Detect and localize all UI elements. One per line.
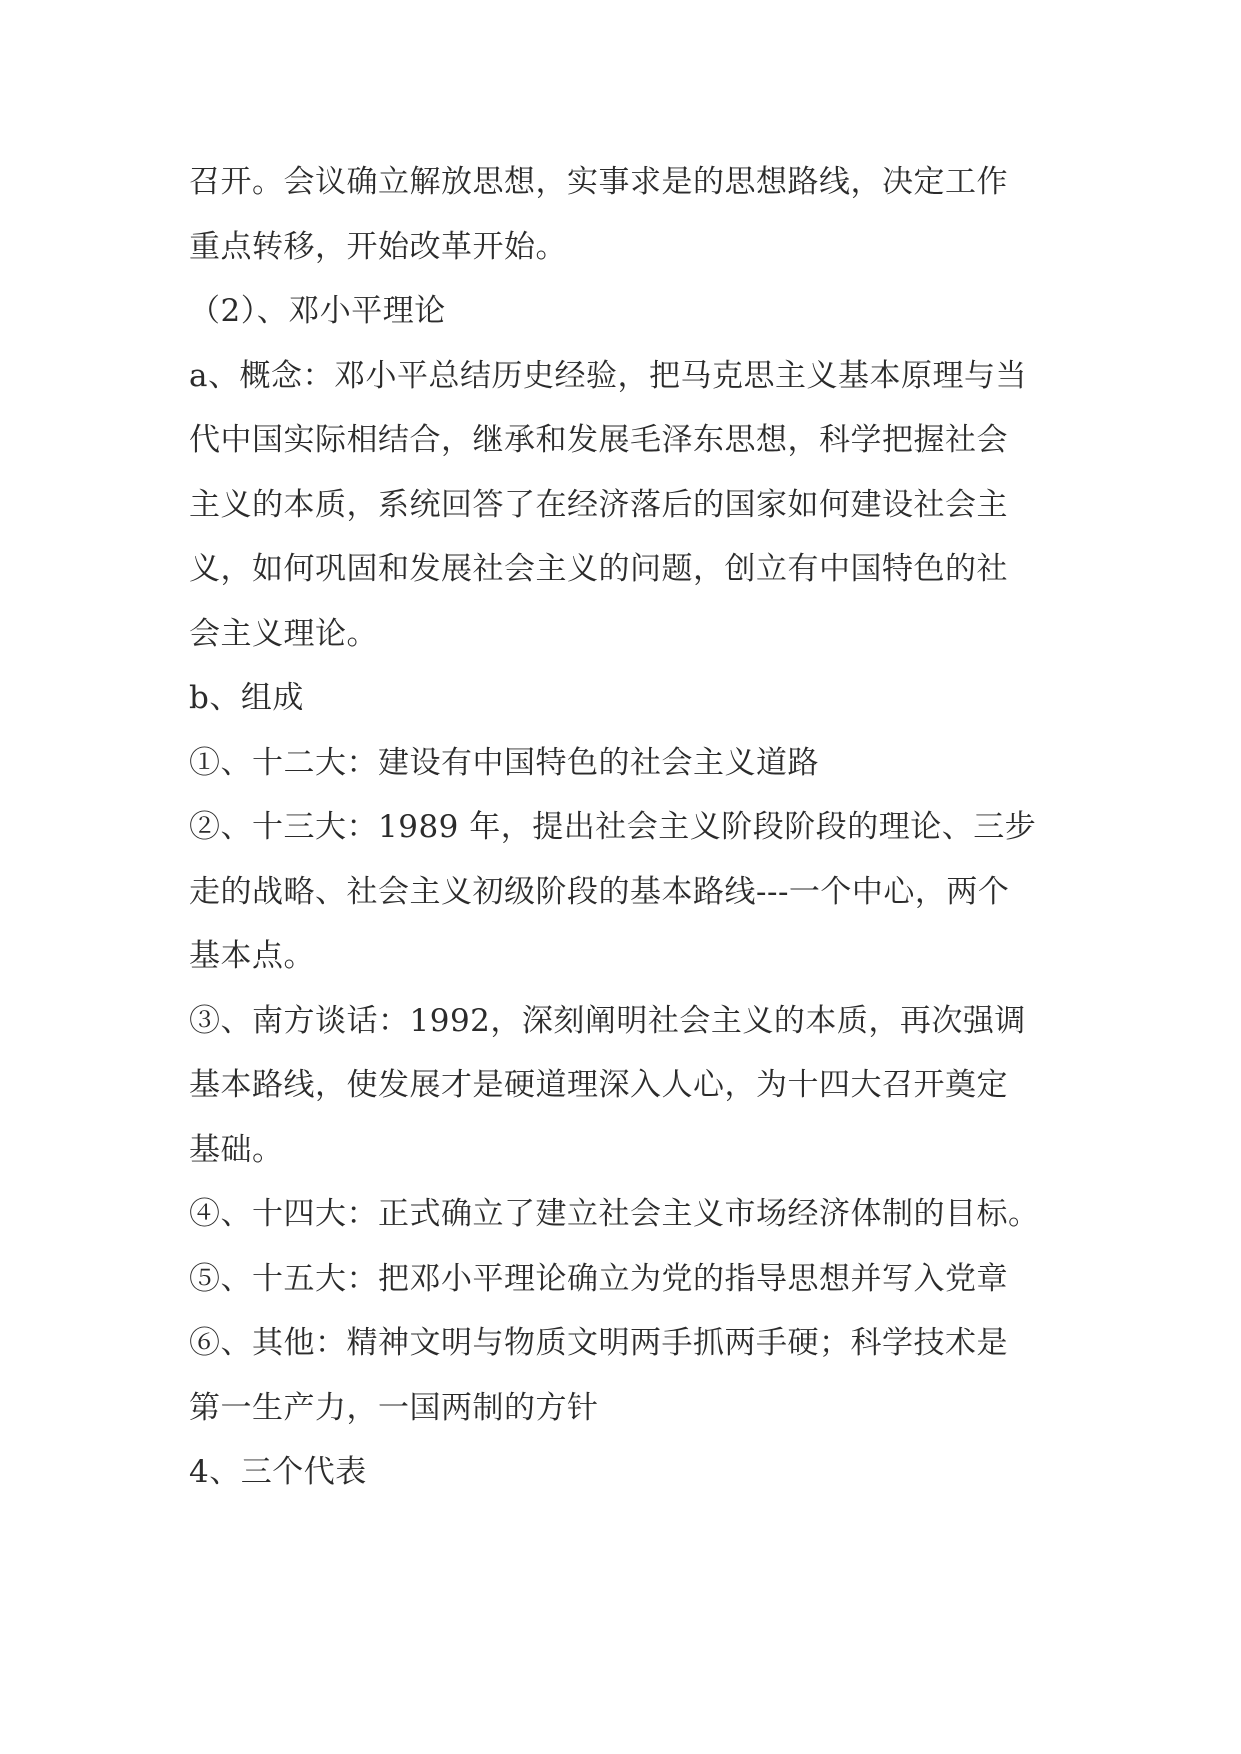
list-item: ②、十三大：1989 年，提出社会主义阶段阶段的理论、三步 [189, 809, 1037, 845]
text-line: a、概念：邓小平总结历史经验，把马克思主义基本原理与当 [189, 357, 1027, 394]
text-line: 重点转移，开始改革开始。 [189, 228, 567, 265]
list-item: ④、十四大：正式确立了建立社会主义市场经济体制的目标。 [189, 1196, 1040, 1232]
document-body [189, 150, 1059, 1505]
list-item: ⑥、其他：精神文明与物质文明两手抓两手硬；科学技术是 [189, 1325, 1008, 1361]
text-line: 基本点。 [189, 938, 315, 974]
text-line: 代中国实际相结合，继承和发展毛泽东思想，科学把握社会 [189, 422, 1008, 458]
subsection-heading: b、组成 [189, 680, 304, 716]
section-heading: 4、三个代表 [189, 1454, 367, 1490]
text-line: 基本路线，使发展才是硬道理深入人心，为十四大召开奠定 [189, 1067, 1008, 1103]
text-line: 第一生产力，一国两制的方针 [189, 1389, 599, 1426]
list-item: ⑤、十五大：把邓小平理论确立为党的指导思想并写入党章 [189, 1260, 1008, 1297]
text-line: 主义的本质，系统回答了在经济落后的国家如何建设社会主 [189, 486, 1008, 523]
list-item: ③、南方谈话：1992，深刻阐明社会主义的本质，再次强调 [189, 1002, 1026, 1039]
text-line: 走的战略、社会主义初级阶段的基本路线---一个中心，两个 [189, 873, 1010, 910]
text-line: 义，如何巩固和发展社会主义的问题，创立有中国特色的社 [189, 551, 1008, 587]
section-heading: （2）、邓小平理论 [189, 293, 446, 329]
text-line: 会主义理论。 [189, 615, 378, 652]
text-line: 基础。 [189, 1131, 284, 1168]
list-item: ①、十二大：建设有中国特色的社会主义道路 [189, 744, 819, 781]
text-line: 召开。会议确立解放思想，实事求是的思想路线，决定工作 [189, 164, 1008, 200]
